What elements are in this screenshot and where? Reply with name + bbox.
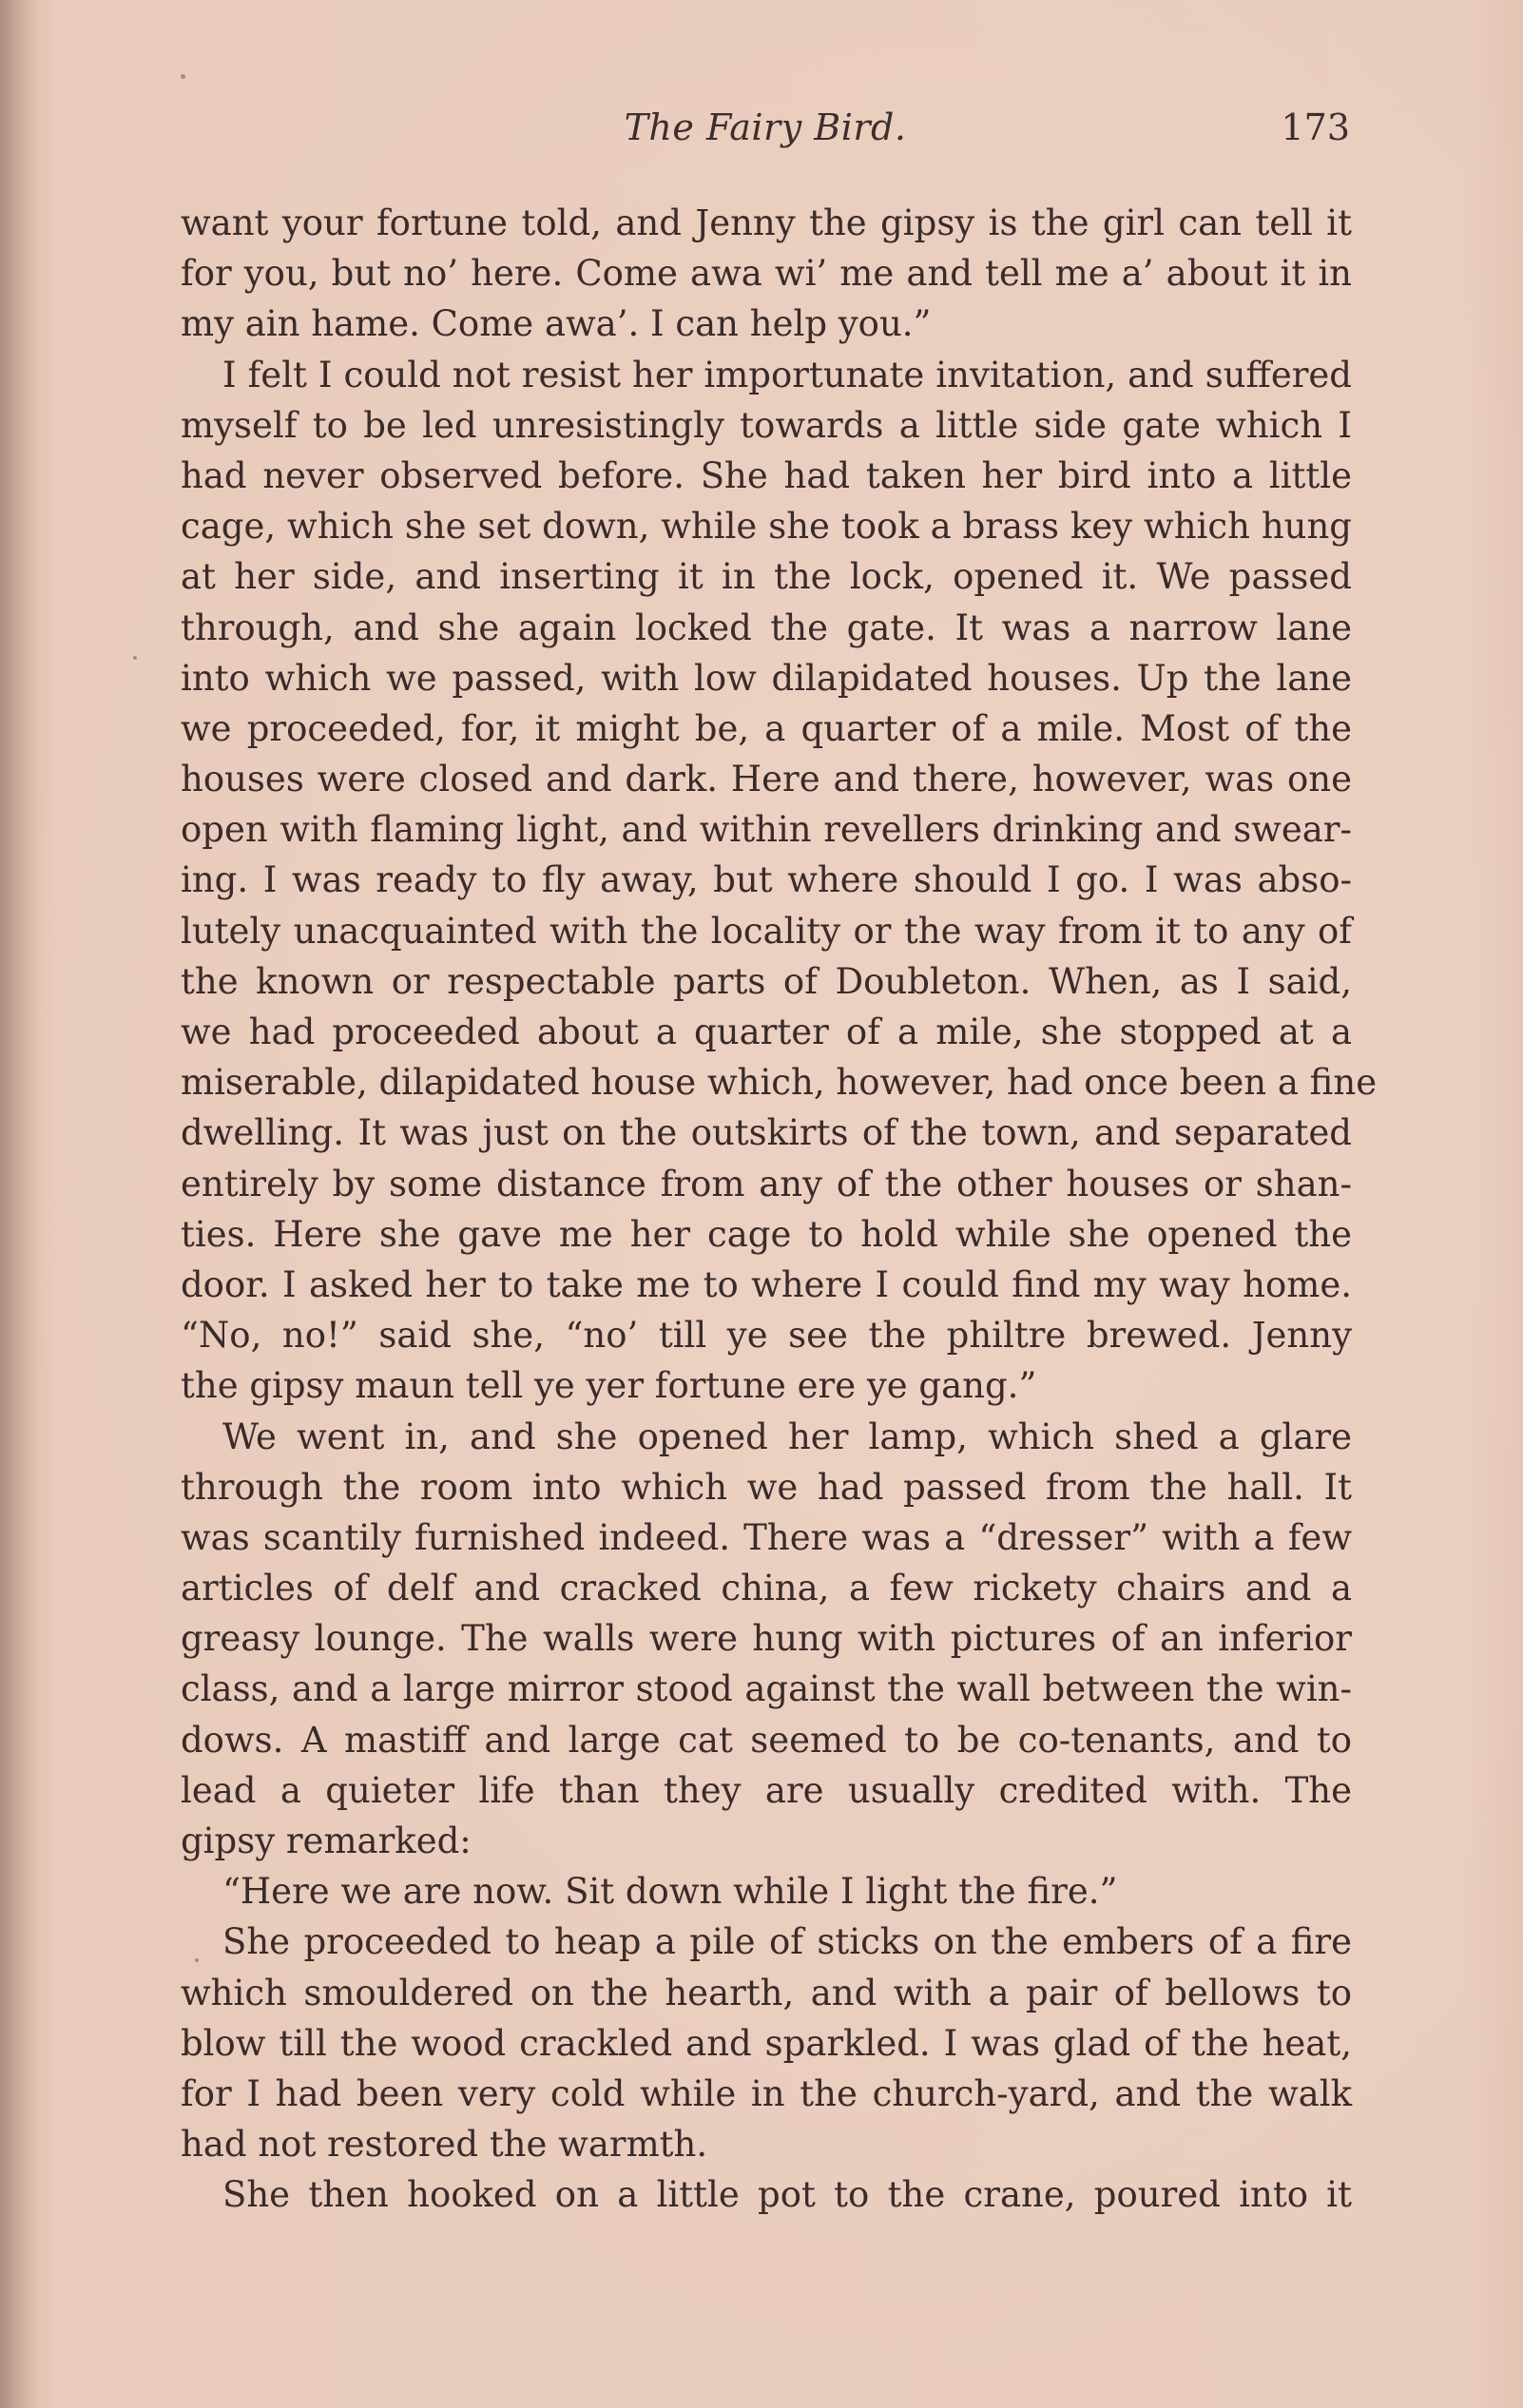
text-line: greasy lounge. The walls were hung with pictures of an inferior: [181, 1618, 1352, 1660]
text-line: was scantily furnished indeed. There was a “dresser” with a few: [181, 1516, 1352, 1558]
text-line: want your fortune told, and Jenny the gipsy is the girl can tell it: [181, 202, 1352, 243]
text-line: gipsy remarked:: [181, 1820, 472, 1861]
text-line: lutely unacquainted with the locality or the way from it to any of: [181, 910, 1352, 952]
text-line: we had proceeded about a quarter of a mile, she stopped at a: [181, 1011, 1352, 1052]
text-line: the gipsy maun tell ye yer fortune ere ye gang.”: [181, 1365, 1037, 1407]
text-line: I felt I could not resist her importunate invitation, and suffered: [222, 354, 1352, 395]
text-line: entirely by some distance from any of the other houses or shan-: [181, 1163, 1352, 1204]
text-line: “No, no!” said she, “no’ till ye see the philtre brewed. Jenny: [181, 1315, 1352, 1357]
page-header: [181, 106, 1350, 164]
text-line: ties. Here she gave me her cage to hold while she opened the: [181, 1213, 1352, 1255]
text-line: myself to be led unresistingly towards a little side gate which I: [181, 404, 1352, 446]
text-line: She then hooked on a little pot to the crane, poured into it: [222, 2174, 1352, 2216]
text-line: through the room into which we had passed from the hall. It: [181, 1466, 1352, 1508]
paper-speck: [133, 656, 137, 660]
text-line: class, and a large mirror stood against the wall between the win-: [181, 1668, 1352, 1710]
text-line: which smouldered on the hearth, and with a pair of bellows to: [181, 1972, 1352, 2013]
text-line: She proceeded to heap a pile of sticks on the embers of a fire: [222, 1921, 1352, 1963]
text-line: into which we passed, with low dilapidated houses. Up the lane: [181, 657, 1352, 699]
text-line: we proceeded, for, it might be, a quarter of a mile. Most of the: [181, 707, 1352, 749]
text-line: We went in, and she opened her lamp, which shed a glare: [222, 1416, 1352, 1457]
text-line: at her side, and inserting it in the lock, opened it. We passed: [181, 556, 1352, 598]
text-line: had never observed before. She had taken her bird into a little: [181, 454, 1352, 496]
page-binding-edge: [0, 0, 38, 2408]
page-number: 173: [1281, 106, 1350, 148]
text-line: dwelling. It was just on the outskirts of the town, and separated: [181, 1112, 1352, 1154]
text-line: cage, which she set down, while she took a brass key which hung: [181, 506, 1352, 548]
text-line: the known or respectable parts of Doubleton. When, as I said,: [181, 960, 1352, 1002]
body-text: [181, 198, 1378, 2221]
running-title: The Fairy Bird.: [624, 106, 907, 148]
text-line: open with flaming light, and within revellers drinking and swear-: [181, 809, 1352, 851]
text-line: “Here we are now. Sit down while I light the fire.”: [222, 1871, 1118, 1913]
text-line: door. I asked her to take me to where I could find my way home.: [181, 1263, 1352, 1305]
text-line: had not restored the warmth.: [181, 2124, 708, 2166]
text-line: for you, but no’ here. Come awa wi’ me and tell me a’ about it in: [181, 253, 1352, 295]
text-line: houses were closed and dark. Here and there, however, was one: [181, 759, 1352, 800]
text-line: miserable, dilapidated house which, however, had once been a fine: [181, 1062, 1378, 1104]
paper-speck: [181, 74, 185, 79]
text-line: lead a quieter life than they are usually credited with. The: [181, 1769, 1352, 1811]
text-line: my ain hame. Come awa’. I can help you.”: [181, 303, 932, 345]
text-line: articles of delf and cracked china, a few rickety chairs and a: [181, 1568, 1352, 1609]
text-line: dows. A mastiff and large cat seemed to be co-tenants, and to: [181, 1719, 1352, 1761]
text-line: blow till the wood crackled and sparkled. I was glad of the heat,: [181, 2022, 1352, 2064]
text-line: for I had been very cold while in the church-yard, and the walk: [181, 2072, 1352, 2114]
text-line: ing. I was ready to fly away, but where should I go. I was abso-: [181, 859, 1352, 901]
text-line: through, and she again locked the gate. It was a narrow lane: [181, 607, 1352, 648]
